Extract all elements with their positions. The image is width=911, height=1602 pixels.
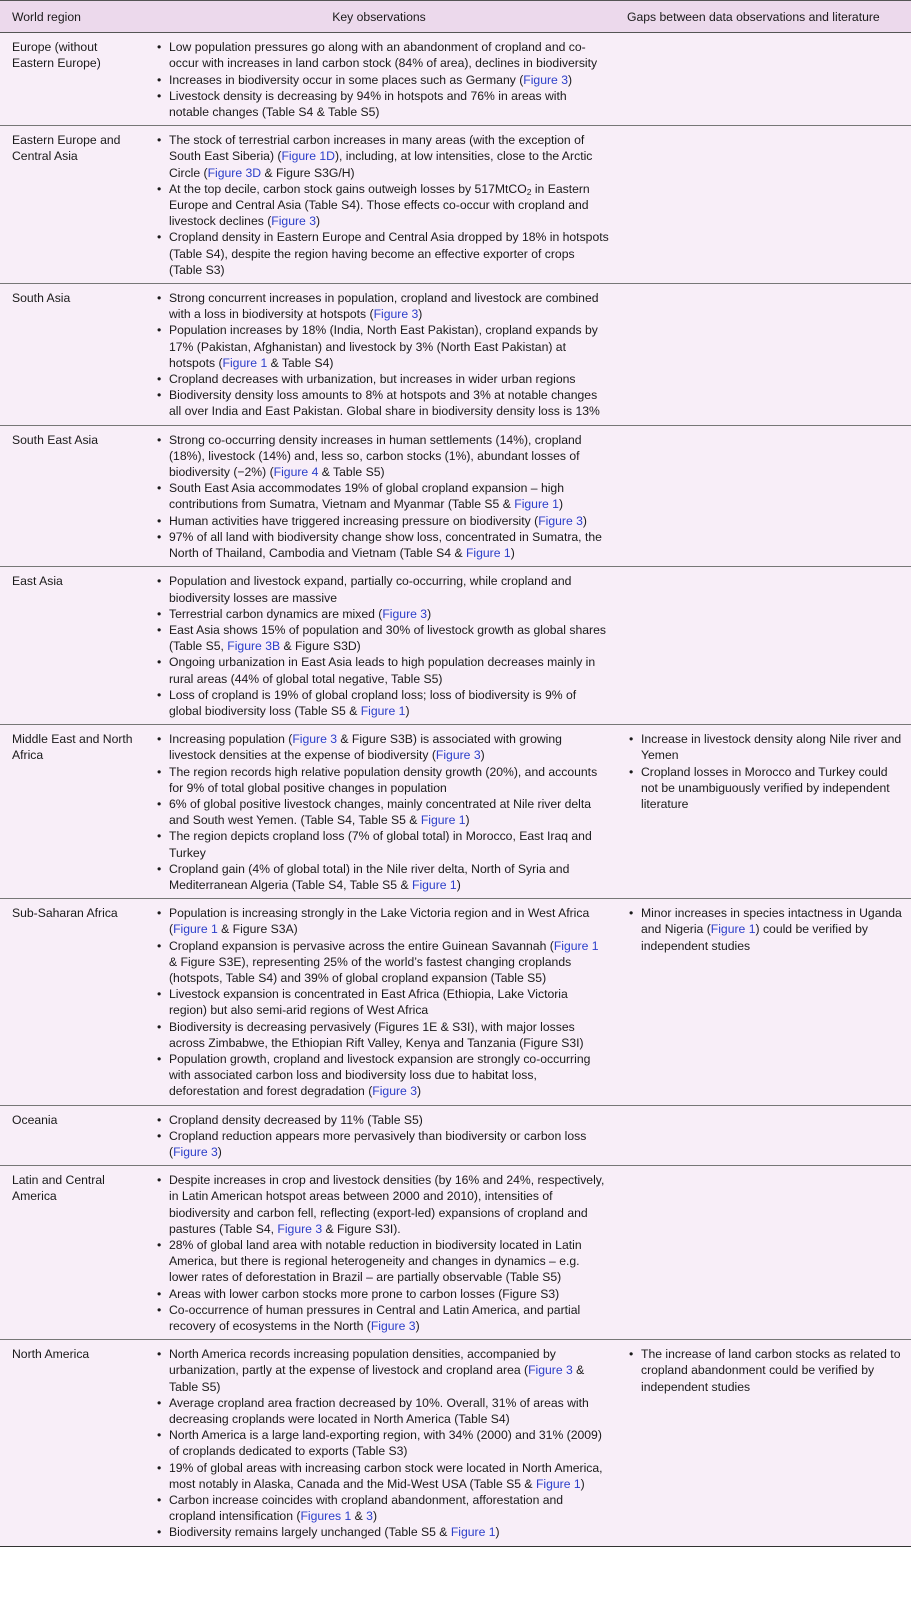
bullet-item: • East Asia shows 15% of population and 30% of livestock growth as global shares (Table S5, Figure 3B & Figure S3D) xyxy=(169,622,609,654)
observations-list xyxy=(155,39,609,120)
region-cell: Oceania xyxy=(0,1105,143,1166)
figure-link[interactable]: Figure 3 xyxy=(373,307,419,322)
bullet-item: • The stock of terrestrial carbon increases in many areas (with the exception of South East Siberia) (Figure 1D), including, at low intensities, close to the Arctic Circle (Figure 3D & Figure S3G/H) xyxy=(169,132,609,181)
bullet-item: • 6% of global positive livestock changes, mainly concentrated at Nile river delta and South west Yemen. (Table S4, Table S5 & Figure 1) xyxy=(169,796,609,828)
region-cell: East Asia xyxy=(0,567,143,725)
region-cell: North America xyxy=(0,1340,143,1546)
figure-link[interactable]: Figure 1 xyxy=(514,497,559,512)
table-row xyxy=(0,1105,911,1166)
bullet-item: • Despite increases in crop and livestock densities (by 16% and 24%, respectively, in Latin American hotspot areas between 2000 and 2010), intensities of biodiversity and carbon fell, reflecting (export-led) expansions of cropland and pastures (Table S4, Figure 3 & Figure S3I). xyxy=(169,1172,609,1237)
table-row xyxy=(0,1340,911,1546)
figure-link[interactable]: Figure 1 xyxy=(465,546,511,561)
observations-list xyxy=(155,573,609,719)
bullet-item: • Cropland gain (4% of global total) in the Nile river delta, North of Syria and Mediterranean Algeria (Table S4, Table S5 & Figure 1) xyxy=(169,861,609,893)
bullet-item: • Carbon increase coincides with cropland abandonment, afforestation and cropland intensification (Figures 1 & 3) xyxy=(169,1492,609,1524)
bullet-item: • Biodiversity is decreasing pervasively (Figures 1E & S3I), with major losses across Zimbabwe, the Ethiopian Rift Valley, Kenya and Tanzania (Figure S3I) xyxy=(169,1019,609,1051)
figure-link[interactable]: Figure 1 xyxy=(710,922,756,937)
bullet-item: • Livestock density is decreasing by 94% in hotspots and 76% in areas with notable changes (Table S4 & Table S5) xyxy=(169,88,609,120)
figure-link[interactable]: Figure 3 xyxy=(277,1221,323,1236)
bullet-item: • Livestock expansion is concentrated in East Africa (Ethiopia, Lake Victoria region) but also semi-arid regions of West Africa xyxy=(169,986,609,1018)
observations-cell xyxy=(143,425,615,567)
figure-link[interactable]: Figure 1 xyxy=(222,355,268,370)
bullet-item: • Cropland density in Eastern Europe and Central Asia dropped by 18% in hotspots (Table S4), despite the region having become an effective exporter of crops (Table S3) xyxy=(169,229,609,278)
figure-link[interactable]: Figure 1 xyxy=(535,1476,581,1491)
gaps-cell xyxy=(615,1166,911,1340)
table-row xyxy=(0,126,911,284)
bullet-item: • At the top decile, carbon stock gains outweigh losses by 517MtCO$_2$ in Eastern Europe and Central Asia (Table S4). Those effects co-occur with cropland and livestock declines (Figure 3) xyxy=(169,181,609,230)
figure-link[interactable]: Figure 1 xyxy=(360,703,406,718)
bullet-item: • Strong co-occurring density increases in human settlements (14%), cropland (18%), livestock (14%) and, less so, carbon stocks (1%), abundant losses of biodiversity (−2%) (Figure 4 & Table S5) xyxy=(169,432,609,481)
figure-link[interactable]: Figure 3 xyxy=(173,1145,218,1159)
region-cell: Sub-Saharan Africa xyxy=(0,899,143,1105)
figure-link[interactable]: Figure 4 xyxy=(273,465,319,480)
bullet-item: • Population is increasing strongly in the Lake Victoria region and in West Africa (Figure 1 & Figure S3A) xyxy=(169,905,609,937)
observations-list xyxy=(155,905,609,1099)
gaps-list xyxy=(627,1346,905,1395)
bullet-item: • Cropland losses in Morocco and Turkey could not be unambiguously verified by independent literature xyxy=(641,764,905,813)
observations-list xyxy=(155,432,609,562)
observations-cell xyxy=(143,126,615,284)
figure-link[interactable]: Figures 1 xyxy=(300,1509,352,1524)
bullet-item: • Average cropland area fraction decreased by 10%. Overall, 31% of areas with decreasing croplands were located in North America (Table S4) xyxy=(169,1395,609,1427)
bullet-item: • North America is a large land-exporting region, with 34% (2000) and 31% (2009) of croplands dedicated to exports (Table S3) xyxy=(169,1427,609,1459)
gaps-cell xyxy=(615,126,911,284)
gaps-cell xyxy=(615,567,911,725)
region-cell: South Asia xyxy=(0,284,143,426)
region-cell: Latin and Central America xyxy=(0,1166,143,1340)
table-row xyxy=(0,33,911,126)
gaps-cell xyxy=(615,899,911,1105)
region-cell: Europe (without Eastern Europe) xyxy=(0,33,143,126)
bullet-item: • Increasing population (Figure 3 & Figure S3B) is associated with growing livestock densities at the expense of biodiversity (Figure 3) xyxy=(169,731,609,763)
figure-link[interactable]: Figure 3D xyxy=(207,165,262,180)
bullet-item: • Cropland expansion is pervasive across the entire Guinean Savannah (Figure 1 & Figure S3E), representing 25% of the world’s fastest changing croplands (hotspots, Table S4) and 39% of global cropland expansion (Table S5) xyxy=(169,938,609,987)
gaps-cell xyxy=(615,725,911,899)
bullet-item: • The region depicts cropland loss (7% of global total) in Morocco, East Iraq and Turkey xyxy=(169,828,609,860)
figure-link[interactable]: Figure 3 xyxy=(382,606,428,621)
table-row xyxy=(0,284,911,426)
observations-cell xyxy=(143,899,615,1105)
table-row xyxy=(0,567,911,725)
figure-link[interactable]: Figure 3 xyxy=(292,732,338,747)
figure-link[interactable]: Figure 3 xyxy=(523,72,568,87)
gaps-cell xyxy=(615,33,911,126)
figure-link[interactable]: Figure 3 xyxy=(528,1363,573,1378)
bullet-item: • 97% of all land with biodiversity change show loss, concentrated in Sumatra, the North of Thailand, Cambodia and Vietnam (Table S4 & Figure 1) xyxy=(169,529,609,561)
table-row xyxy=(0,899,911,1105)
table-header-row xyxy=(0,1,911,33)
header-gaps: Gaps between data observations and literature xyxy=(615,1,911,33)
figure-link[interactable]: Figure 1 xyxy=(553,938,599,953)
subscript: 2 xyxy=(526,186,532,197)
bullet-item: • Biodiversity density loss amounts to 8% at hotspots and 3% at notable changes all over India and East Pakistan. Global share in biodiversity density loss is 13% xyxy=(169,387,609,419)
figure-link[interactable]: Figure 3 xyxy=(435,748,481,763)
bullet-item: • Loss of cropland is 19% of global cropland loss; loss of biodiversity is 9% of global biodiversity loss (Table S5 & Figure 1) xyxy=(169,687,609,719)
bullet-item: • Cropland decreases with urbanization, but increases in wider urban regions xyxy=(169,371,609,387)
bullet-item: • Population increases by 18% (India, North East Pakistan), cropland expands by 17% (Pakistan, Afghanistan) and livestock by 3% (North East Pakistan) at hotspots (Figure 1 & Table S4) xyxy=(169,322,609,371)
gaps-cell xyxy=(615,1105,911,1166)
observations-cell xyxy=(143,567,615,725)
gaps-cell xyxy=(615,284,911,426)
bullet-item: • South East Asia accommodates 19% of global cropland expansion – high contributions from Sumatra, Vietnam and Myanmar (Table S5 & Figure 1) xyxy=(169,480,609,512)
figure-link[interactable]: Figure 3 xyxy=(538,513,583,528)
observations-cell xyxy=(143,284,615,426)
table-body xyxy=(0,33,911,1546)
gaps-cell xyxy=(615,425,911,567)
observations-list xyxy=(155,1112,609,1161)
bullet-item: • Terrestrial carbon dynamics are mixed (Figure 3) xyxy=(169,606,609,622)
bullet-item: • Biodiversity remains largely unchanged (Table S5 & Figure 1) xyxy=(169,1524,609,1540)
table-row xyxy=(0,425,911,567)
bullet-item: • Areas with lower carbon stocks more prone to carbon losses (Figure S3) xyxy=(169,1286,609,1302)
bullet-item: • 28% of global land area with notable reduction in biodiversity located in Latin America, but there is regional heterogeneity and changes in dynamics – e.g. lower rates of deforestation in Brazil – are partially observable (Table S5) xyxy=(169,1237,609,1286)
table-row xyxy=(0,725,911,899)
observations-list xyxy=(155,132,609,278)
bullet-item: • Low population pressures go along with an abandonment of cropland and co-occur with increases in land carbon stock (84% of area), declines in biodiversity xyxy=(169,39,609,71)
figure-link[interactable]: Figure 1 xyxy=(412,877,457,892)
gaps-list xyxy=(627,731,905,812)
bullet-item: • The increase of land carbon stocks as related to cropland abandonment could be verified by independent studies xyxy=(641,1346,905,1395)
figure-link[interactable]: Figure 3B xyxy=(227,639,281,654)
observations-list xyxy=(155,731,609,893)
figure-link[interactable]: Figure 3 xyxy=(370,1319,416,1334)
bullet-item: • North America records increasing population densities, accompanied by urbanization, partly at the expense of livestock and cropland area (Figure 3 & Table S5) xyxy=(169,1346,609,1395)
observations-cell xyxy=(143,33,615,126)
figure-link[interactable]: Figure 3 xyxy=(271,214,316,229)
region-cell: South East Asia xyxy=(0,425,143,567)
observations-cell xyxy=(143,725,615,899)
figure-link[interactable]: Figure 1D xyxy=(281,149,335,164)
bullet-item: • 19% of global areas with increasing carbon stock were located in North America, most notably in Alaska, Canada and the Mid-West USA (Table S5 & Figure 1) xyxy=(169,1460,609,1492)
observations-list xyxy=(155,1346,609,1540)
bullet-item: • Cropland density decreased by 11% (Table S5) xyxy=(169,1112,609,1128)
bullet-item: • Increase in livestock density along Nile river and Yemen xyxy=(641,731,905,763)
observations-cell xyxy=(143,1340,615,1546)
bullet-item: • Human activities have triggered increasing pressure on biodiversity (Figure 3) xyxy=(169,513,609,529)
bullet-item: • Ongoing urbanization in East Asia leads to high population decreases mainly in rural areas (44% of global total negative, Table S5) xyxy=(169,654,609,686)
header-key-observations: Key observations xyxy=(143,1,615,33)
bullet-item: • Strong concurrent increases in population, cropland and livestock are combined with a loss in biodiversity at hotspots (Figure 3) xyxy=(169,290,609,322)
region-cell: Eastern Europe and Central Asia xyxy=(0,126,143,284)
bullet-item: • Cropland reduction appears more pervasively than biodiversity or carbon loss (Figure 3) xyxy=(169,1128,609,1160)
observations-list xyxy=(155,1172,609,1334)
bullet-item: • The region records high relative population density growth (20%), and accounts for 9% of total global positive changes in population xyxy=(169,764,609,796)
observations-list xyxy=(155,290,609,420)
bullet-item: • Co-occurrence of human pressures in Central and Latin America, and partial recovery of ecosystems in the North (Figure 3) xyxy=(169,1302,609,1334)
bullet-item: • Population growth, cropland and livestock expansion are strongly co-occurring with associated carbon loss and biodiversity loss due to habitat loss, deforestation and forest degradation (Figure 3) xyxy=(169,1051,609,1100)
gaps-list xyxy=(627,905,905,954)
figure-link[interactable]: Figure 1 xyxy=(450,1525,496,1540)
bullet-item: • Increases in biodiversity occur in some places such as Germany (Figure 3) xyxy=(169,72,609,88)
figure-link[interactable]: Figure 1 xyxy=(173,922,218,937)
header-world-region: World region xyxy=(0,1,143,33)
observations-cell xyxy=(143,1166,615,1340)
bullet-item: • Minor increases in species intactness in Uganda and Nigeria (Figure 1) could be verified by independent studies xyxy=(641,905,905,954)
figure-link[interactable]: Figure 1 xyxy=(420,813,466,828)
region-cell: Middle East and North Africa xyxy=(0,725,143,899)
bullet-item: • Population and livestock expand, partially co-occurring, while cropland and biodiversity losses are massive xyxy=(169,573,609,605)
gaps-cell xyxy=(615,1340,911,1546)
observations-cell xyxy=(143,1105,615,1166)
table-row xyxy=(0,1166,911,1340)
figure-link[interactable]: 3 xyxy=(366,1509,373,1524)
figure-link[interactable]: Figure 3 xyxy=(372,1084,417,1099)
